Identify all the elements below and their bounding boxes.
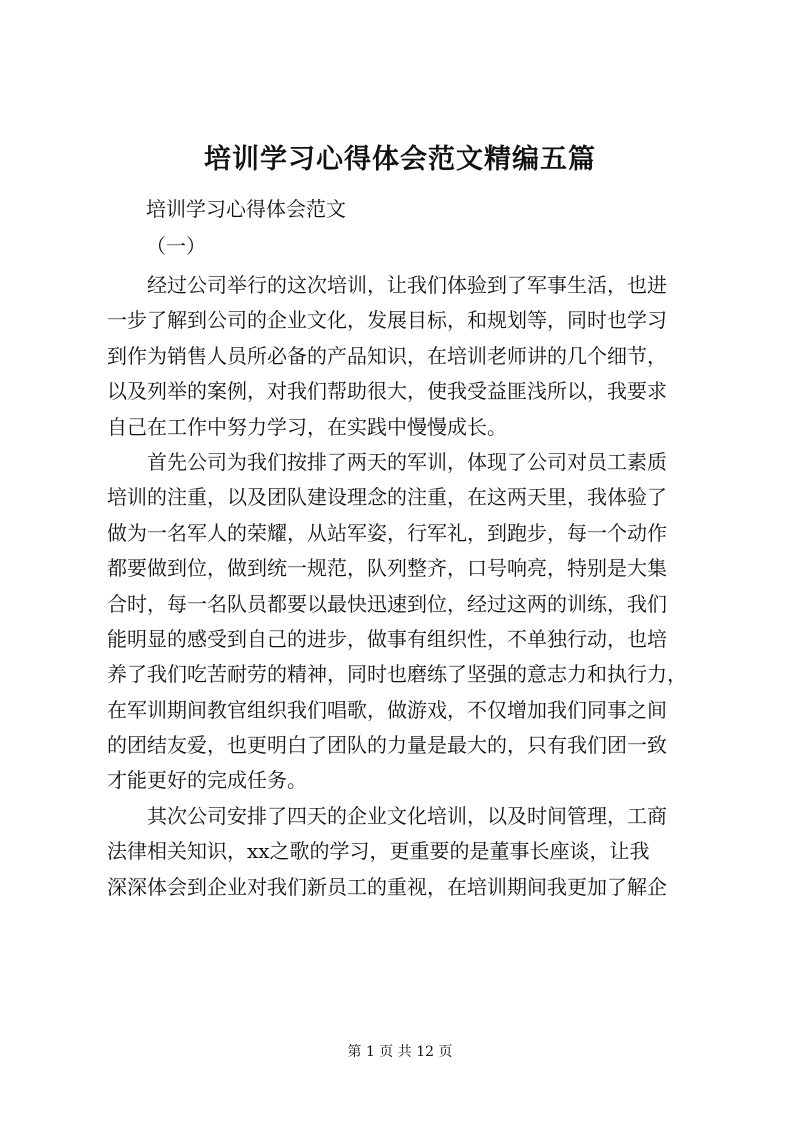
text-line: 做为一名军人的荣耀，从站军姿，行军礼，到跑步，每一个动作 bbox=[107, 520, 667, 545]
text-line: 自己在工作中努力学习，在实践中慢慢成长。 bbox=[107, 414, 507, 439]
text-line: 深深体会到企业对我们新员工的重视，在培训期间我更加了解企 bbox=[107, 874, 667, 899]
text-line: 法律相关知识，xx之歌的学习，更重要的是董事长座谈，让我 bbox=[107, 839, 650, 864]
text-line: 才能更好的完成任务。 bbox=[107, 768, 307, 793]
text-line: 在军训期间教官组织我们唱歌，做游戏，不仅增加我们同事之间 bbox=[107, 697, 667, 722]
text-line: 的团结友爱，也更明白了团队的力量是最大的，只有我们团一致 bbox=[107, 733, 667, 758]
text-line: 一步了解到公司的企业文化，发展目标，和规划等，同时也学习 bbox=[107, 308, 667, 333]
text-line: 到作为销售人员所必备的产品知识，在培训老师讲的几个细节， bbox=[107, 343, 667, 368]
document-title: 培训学习心得体会范文精编五篇 bbox=[204, 144, 596, 175]
text-line: 其次公司安排了四天的企业文化培训，以及时间管理，工商 bbox=[147, 803, 667, 828]
document-body bbox=[107, 268, 703, 905]
text-line: 都要做到位，做到统一规范，队列整齐，口号响亮，特别是大集 bbox=[107, 556, 667, 581]
text-line: 首先公司为我们按排了两天的军训，体现了公司对员工素质 bbox=[147, 449, 667, 474]
paragraph-2 bbox=[107, 445, 703, 799]
text-line: 养了我们吃苦耐劳的精神，同时也磨练了坚强的意志力和执行力， bbox=[107, 662, 687, 687]
text-line: 培训的注重，以及团队建设理念的注重，在这两天里，我体验了 bbox=[107, 485, 667, 510]
document-subtitle: 培训学习心得体会范文 bbox=[146, 197, 346, 221]
text-line: 以及列举的案例，对我们帮助很大，使我受益匪浅所以，我要求 bbox=[107, 379, 667, 404]
paragraph-1 bbox=[107, 268, 703, 445]
page-number: 第 1 页 共 12 页 bbox=[347, 1044, 453, 1060]
text-line: 经过公司举行的这次培训，让我们体验到了军事生活，也进 bbox=[147, 273, 667, 297]
section-number: （一） bbox=[146, 234, 206, 258]
text-line: 合时，每一名队员都要以最快迅速到位，经过这两的训练，我们 bbox=[107, 591, 667, 616]
text-line: 能明显的感受到自己的进步，做事有组织性，不单独行动，也培 bbox=[107, 626, 667, 651]
paragraph-3 bbox=[107, 799, 703, 905]
